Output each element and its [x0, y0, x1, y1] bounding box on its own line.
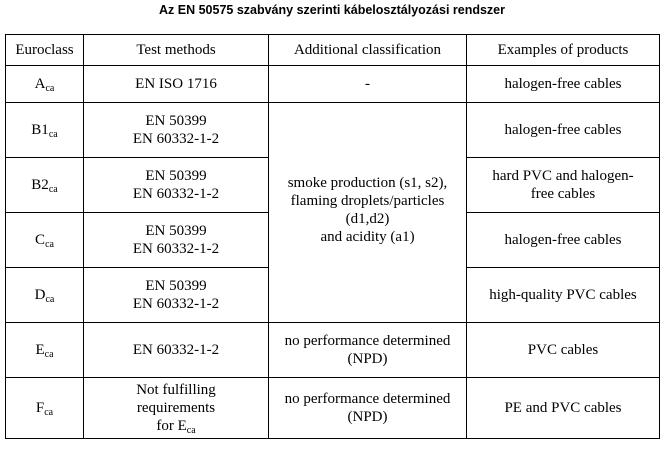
euroclass-cell [6, 103, 84, 158]
test-method-line: EN 60332-1-2 [132, 131, 220, 147]
test-method-line: Not fulfilling [136, 382, 216, 398]
test-method-cell [84, 268, 269, 323]
test-method-line: EN 50399 [145, 223, 207, 239]
table-row [6, 66, 660, 103]
class-sub: ca [45, 239, 54, 250]
examples-line: free cables [530, 186, 596, 202]
additional-line: (d1,d2) [345, 210, 390, 227]
additional-line: no performance determined [284, 333, 451, 349]
euroclass-cell [6, 158, 84, 213]
test-method-line: EN 60332-1-2 [132, 186, 220, 202]
class-main: C [35, 232, 46, 248]
euroclass-cell [6, 378, 84, 439]
class-sub: ca [44, 349, 54, 360]
euroclass-cell [6, 268, 84, 323]
test-method-cell [84, 158, 269, 213]
test-method-line: EN 50399 [145, 278, 207, 294]
class-main: F [35, 400, 45, 416]
additional-line: smoke production (s1, s2), [287, 174, 448, 191]
additional-cell [269, 378, 467, 439]
class-main: B1 [31, 122, 49, 138]
table-header-row [6, 35, 660, 66]
euroclass-cell [6, 213, 84, 268]
examples-cell [467, 378, 660, 439]
examples-line: PE and PVC cables [504, 400, 622, 416]
additional-cell [269, 323, 467, 378]
euroclass-cell [6, 66, 84, 103]
test-method-line: EN 60332-1-2 [132, 241, 220, 257]
test-method-cell [84, 378, 269, 439]
test-method-cell [84, 66, 269, 103]
examples-cell [467, 103, 660, 158]
table-row [6, 378, 660, 439]
class-main: A [34, 76, 46, 92]
additional-line: (NPD) [347, 351, 388, 367]
class-main: D [34, 287, 46, 303]
examples-cell [467, 158, 660, 213]
test-method-line: EN 50399 [145, 113, 207, 129]
additional-merged-cell [269, 103, 467, 323]
class-sub: ca [48, 129, 58, 140]
examples-cell [467, 268, 660, 323]
examples-cell [467, 66, 660, 103]
header-test-methods: Test methods [84, 35, 269, 66]
class-main: E [35, 342, 45, 358]
examples-line: high-quality PVC cables [489, 287, 637, 303]
additional-line: and acidity (a1) [320, 228, 415, 245]
examples-line: halogen-free cables [504, 122, 622, 138]
class-sub: ca [48, 184, 58, 195]
page-title: Az EN 50575 szabvány szerinti kábelosztályozási rendszer [159, 3, 505, 17]
table-row [6, 323, 660, 378]
examples-line: halogen-free cables [504, 76, 622, 92]
header-euroclass: Euroclass [6, 35, 84, 66]
examples-line: hard PVC and halogen- [492, 168, 634, 184]
test-method-cell [84, 103, 269, 158]
class-sub: ca [45, 83, 55, 94]
examples-cell [467, 323, 660, 378]
additional-line: (NPD) [347, 409, 388, 425]
additional-line: - [365, 76, 370, 92]
test-last-sub: ca [186, 425, 196, 436]
test-method-cell [84, 323, 269, 378]
class-main: B2 [31, 177, 49, 193]
test-method-cell [84, 213, 269, 268]
examples-line: halogen-free cables [504, 232, 622, 248]
test-method-line: EN 60332-1-2 [132, 342, 220, 358]
class-sub: ca [44, 407, 54, 418]
header-additional-classification: Additional classification [269, 35, 467, 66]
test-last-main: for E [156, 418, 187, 434]
test-method-line: EN 50399 [145, 168, 207, 184]
test-method-line: EN 60332-1-2 [132, 296, 220, 312]
examples-line: PVC cables [527, 342, 599, 358]
additional-line: flaming droplets/particles [290, 192, 445, 209]
header-examples-of-products: Examples of products [467, 35, 660, 66]
additional-line: no performance determined [284, 391, 451, 407]
test-method-line: EN ISO 1716 [135, 76, 217, 92]
euroclass-table [5, 34, 660, 439]
additional-cell [269, 66, 467, 103]
euroclass-cell [6, 323, 84, 378]
test-method-line: requirements [136, 400, 216, 416]
test-method-line [87, 417, 265, 435]
examples-cell [467, 213, 660, 268]
class-sub: ca [45, 294, 55, 305]
table-row [6, 103, 660, 158]
